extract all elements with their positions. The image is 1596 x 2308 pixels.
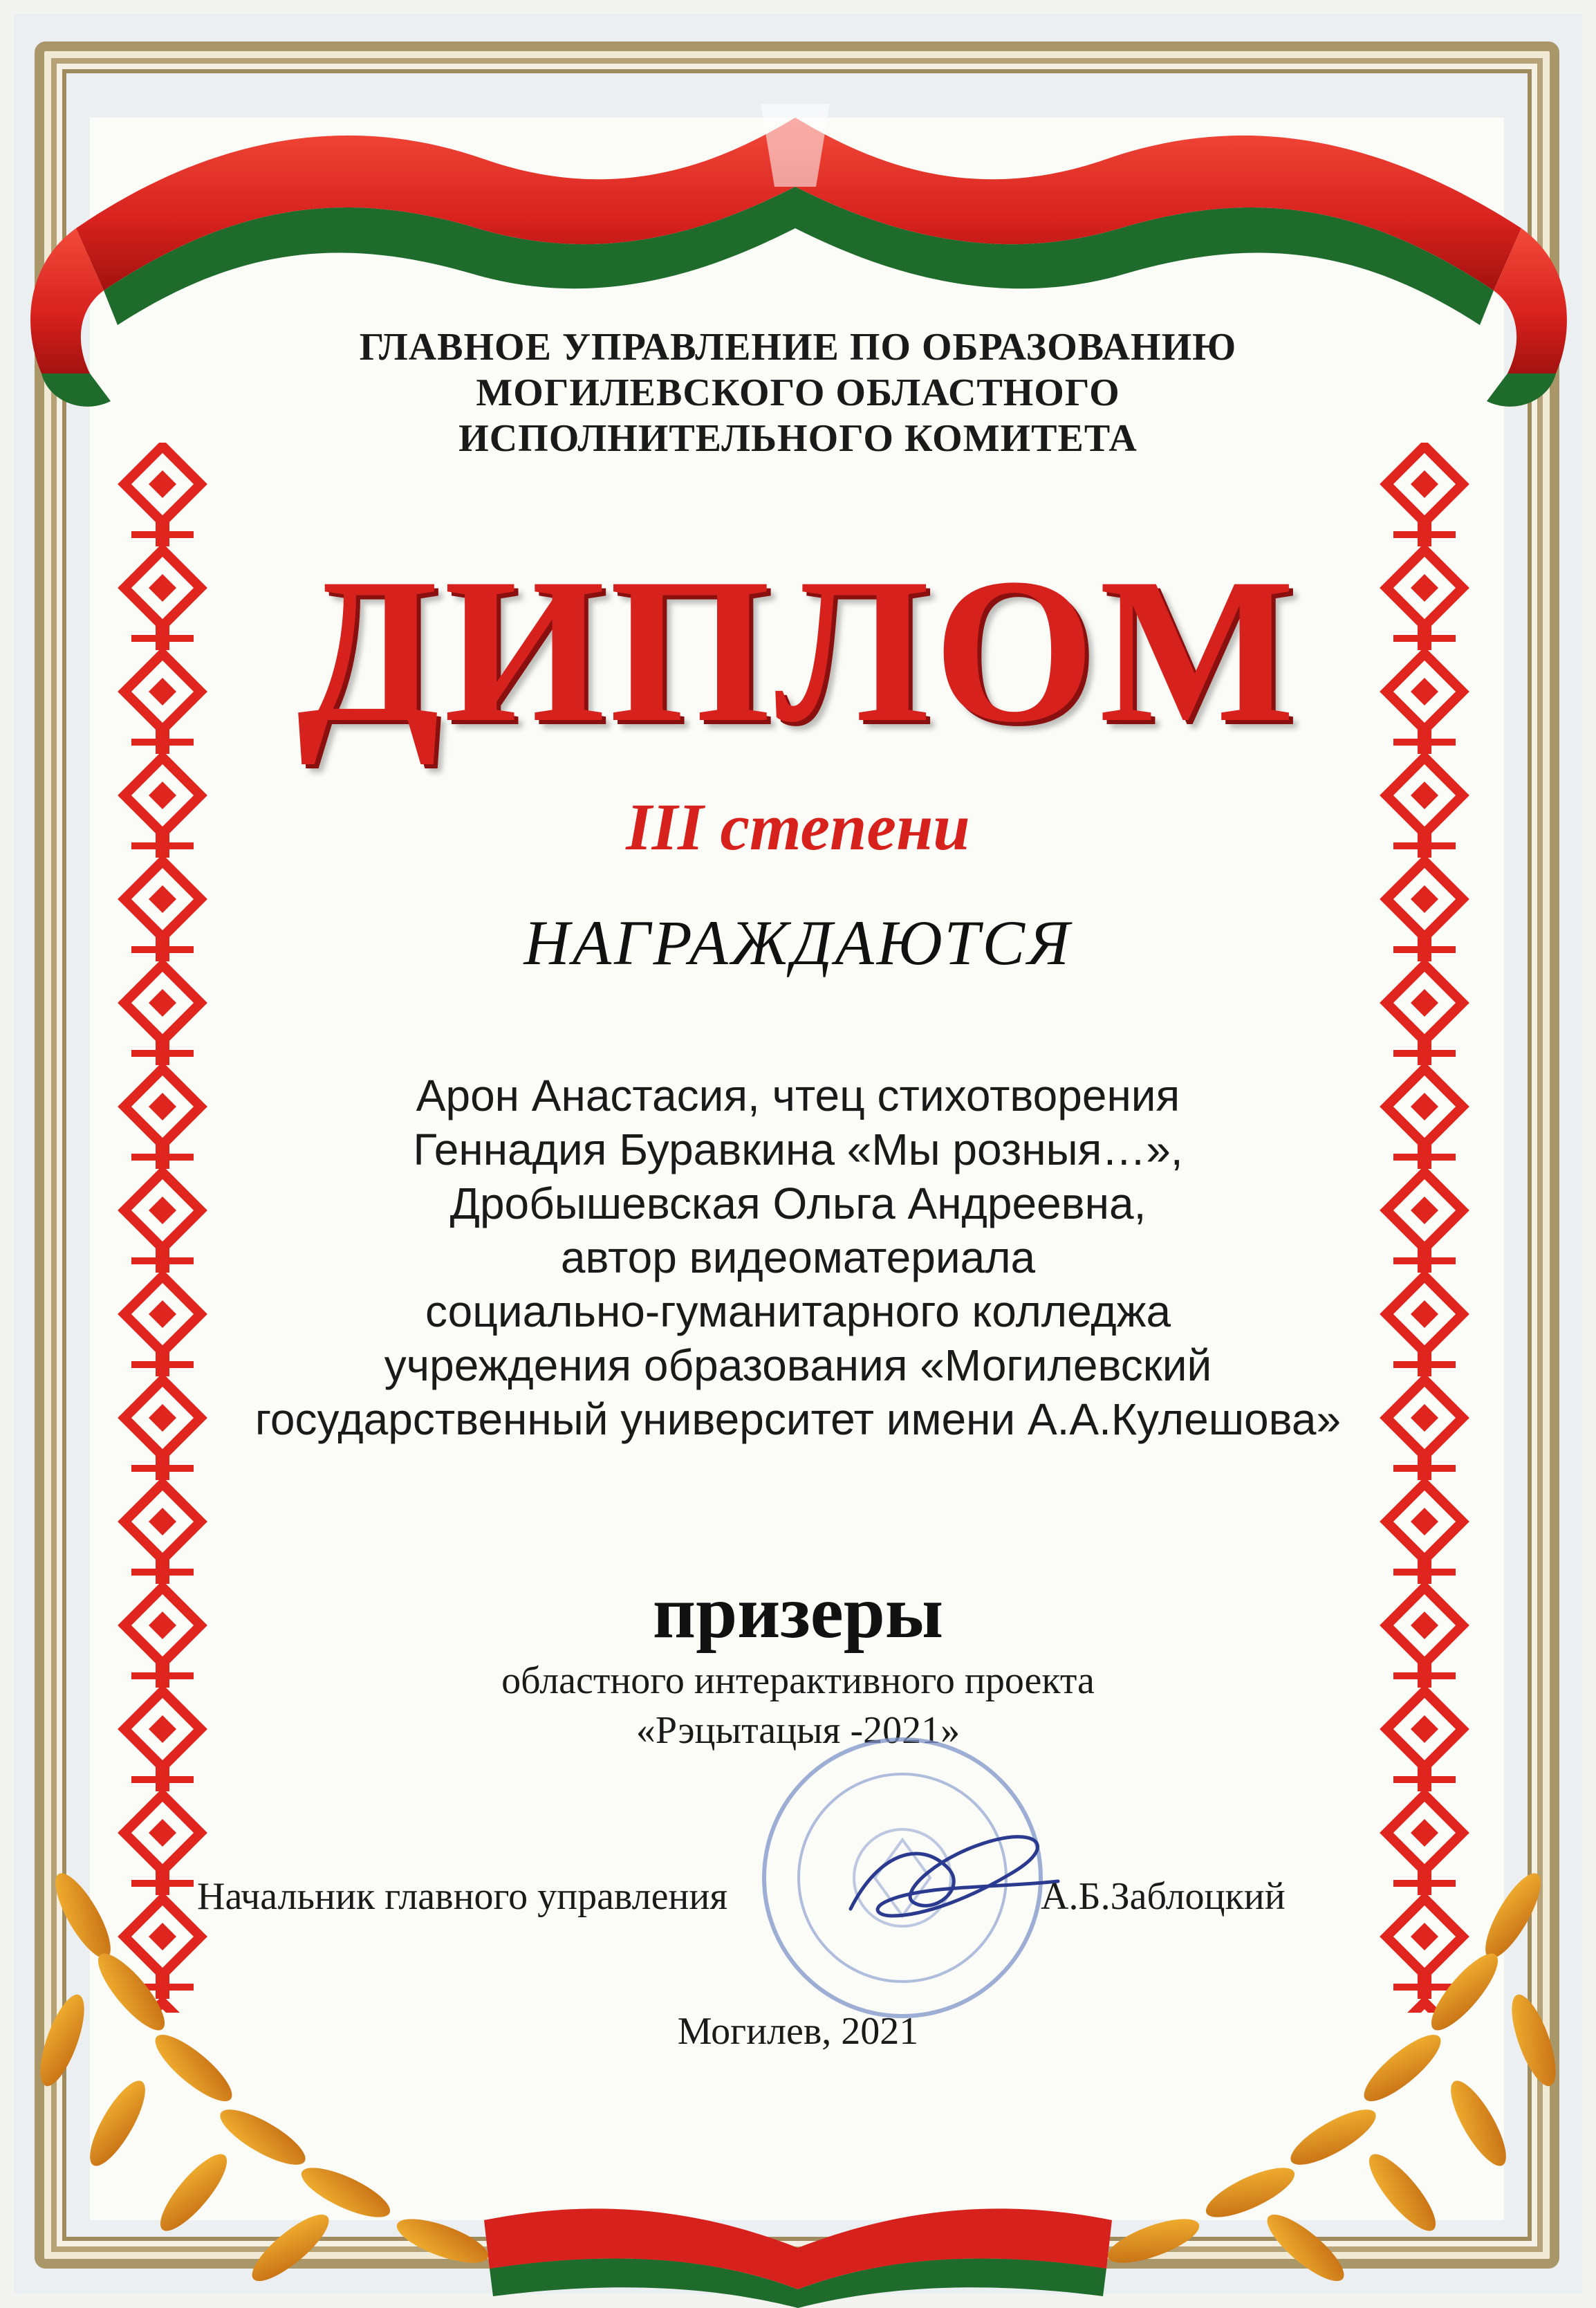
recipient-line: Дробышевская Ольга Андреевна, [449, 1179, 1147, 1228]
signature-icon [837, 1812, 1065, 1937]
recipient-line: Арон Анастасия, чтец стихотворения [416, 1071, 1180, 1120]
signatory-role: Начальник главного управления [197, 1875, 728, 1918]
city-year: Могилев, 2021 [677, 2010, 919, 2053]
recipient-line: Геннадия Буравкина «Мы розныя…», [413, 1125, 1183, 1174]
project-line-2: «Рэцытацыя -2021» [635, 1709, 961, 1752]
diploma-degree: III степени [626, 790, 970, 864]
prize-title: призеры [652, 1571, 944, 1654]
recipients-text [0, 1069, 1596, 1446]
header-line-2: МОГИЛЕВСКОГО ОБЛАСТНОГО [476, 371, 1120, 414]
project-line-1: областного интерактивного проекта [501, 1659, 1095, 1702]
recipient-line: государственный университет имени А.А.Кулешова» [254, 1394, 1342, 1444]
recipient-line: автор видеоматериала [560, 1233, 1036, 1282]
awarded-heading: НАГРАЖДАЮТСЯ [523, 907, 1073, 978]
header-line-3: ИСПОЛНИТЕЛЬНОГО КОМИТЕТА [458, 417, 1138, 460]
header-line-1: ГЛАВНОЕ УПРАВЛЕНИЕ ПО ОБРАЗОВАНИЮ [359, 326, 1237, 369]
diploma-title: ДИПЛОМ [297, 535, 1299, 765]
signatory-name: А.Б.Заблоцкий [1041, 1875, 1286, 1918]
recipient-line: учреждения образования «Могилевский [384, 1340, 1212, 1390]
recipient-line: социально-гуманитарного колледжа [425, 1286, 1171, 1336]
